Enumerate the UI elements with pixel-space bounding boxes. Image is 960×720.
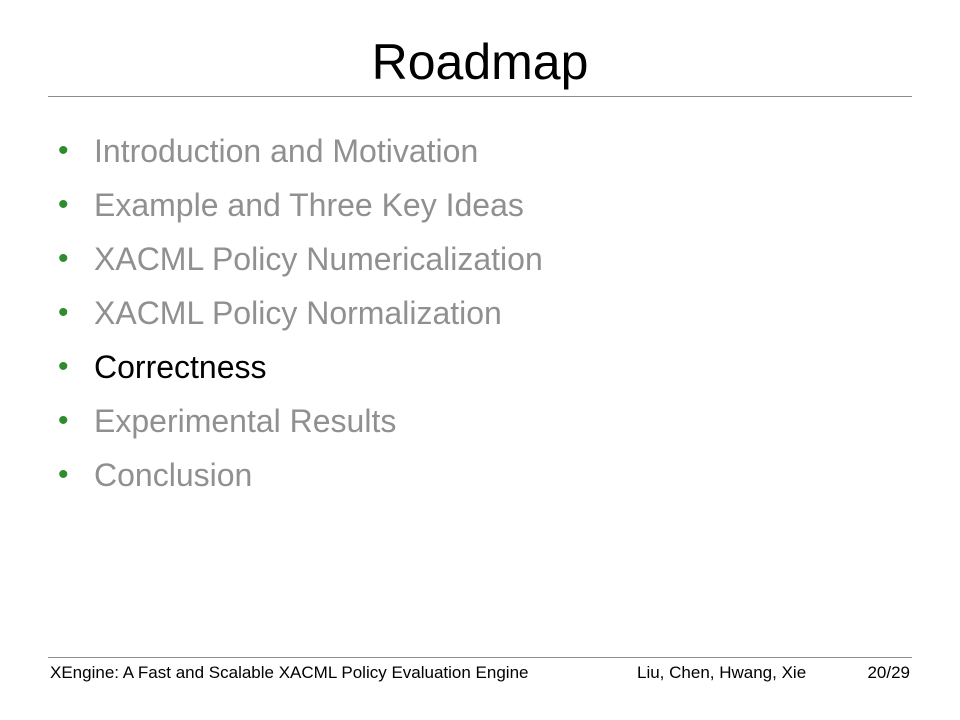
roadmap-item-label: Introduction and Motivation (94, 133, 479, 169)
roadmap-item-label: Example and Three Key Ideas (94, 187, 524, 223)
roadmap-item-conclusion (58, 448, 543, 502)
bullet-dot-icon: • (58, 404, 69, 437)
slide-title: Roadmap (371, 34, 589, 90)
footer-paper-title: XEngine: A Fast and Scalable XACML Policy Evaluation Engine (50, 663, 529, 682)
roadmap-item-label: Experimental Results (94, 403, 397, 439)
footer-divider (48, 657, 912, 658)
roadmap-item-example (58, 178, 543, 232)
title-divider (48, 96, 912, 97)
roadmap-list (58, 124, 543, 502)
bullet-dot-icon: • (58, 242, 69, 275)
roadmap-item-experimental-results (58, 394, 543, 448)
roadmap-item-correctness (58, 340, 543, 394)
bullet-dot-icon: • (58, 296, 69, 329)
roadmap-item-label: XACML Policy Normalization (94, 295, 502, 331)
bullet-dot-icon: • (58, 458, 69, 491)
bullet-dot-icon: • (58, 134, 69, 167)
roadmap-item-label: XACML Policy Numericalization (94, 241, 543, 277)
footer-authors: Liu, Chen, Hwang, Xie (637, 663, 807, 682)
bullet-dot-icon: • (58, 188, 69, 221)
bullet-dot-icon: • (58, 350, 69, 383)
roadmap-item-introduction (58, 124, 543, 178)
roadmap-item-numericalization (58, 232, 543, 286)
roadmap-item-label: Correctness (94, 349, 267, 385)
roadmap-item-normalization (58, 286, 543, 340)
roadmap-item-label: Conclusion (94, 457, 253, 493)
footer-page-number: 20/29 (867, 663, 910, 682)
